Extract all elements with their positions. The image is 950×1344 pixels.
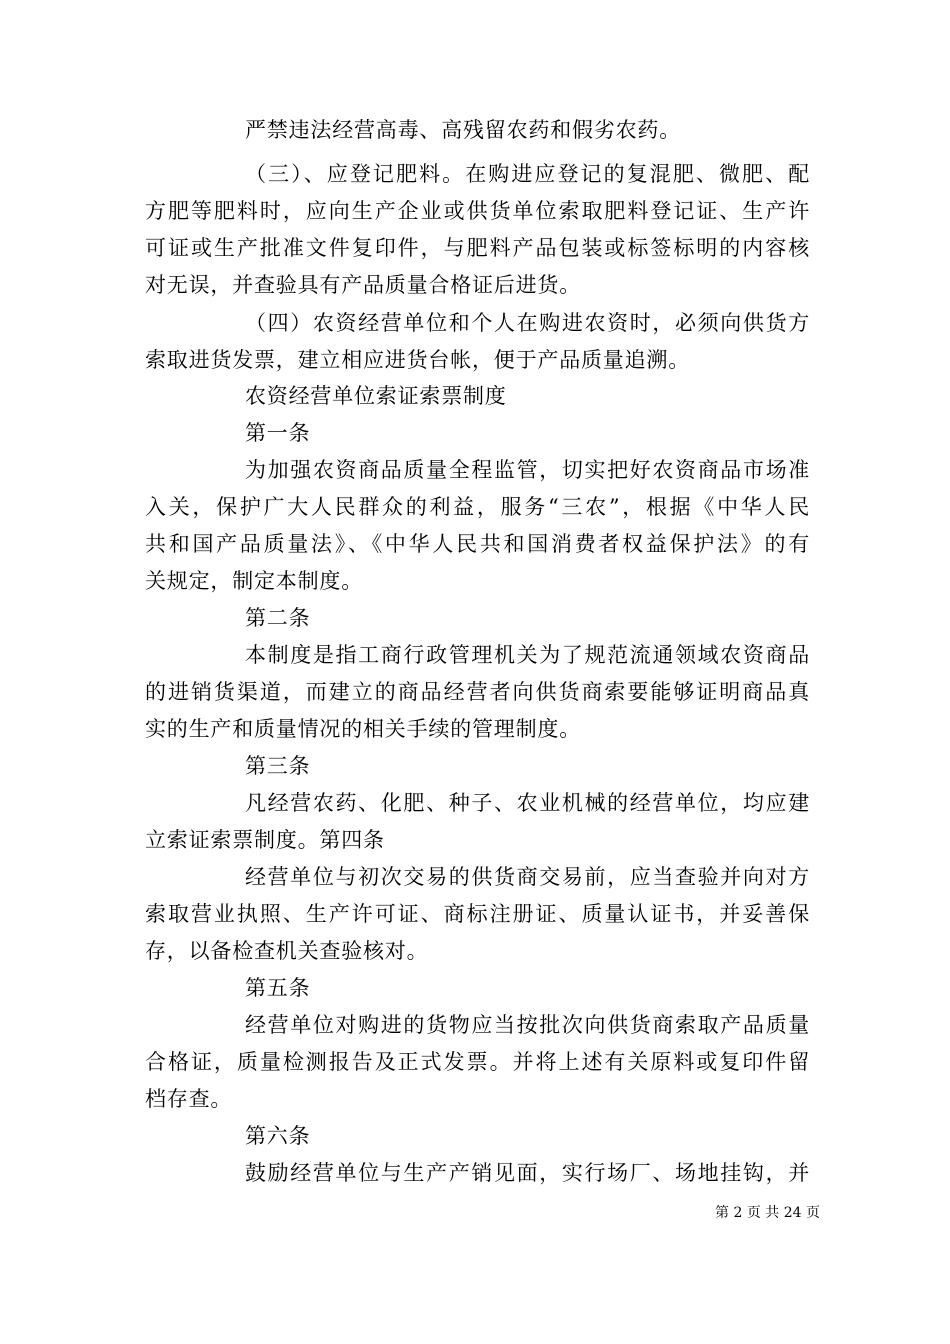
text-line: 为加强农资商品质量全程监管，切实把好农资商品市场准 bbox=[245, 458, 810, 482]
text-line: 入关，保护广大人民群众的利益，服务“三农”，根据《中华人民 bbox=[145, 495, 810, 519]
article-heading: 第二条 bbox=[245, 606, 311, 630]
article-heading: 第五条 bbox=[245, 976, 311, 1000]
text-line: （四）农资经营单位和个人在购进农资时，必须向供货方 bbox=[245, 311, 810, 335]
text-line: 关规定，制定本制度。 bbox=[145, 569, 363, 593]
text-line: 经营单位与初次交易的供货商交易前，应当查验并向对方 bbox=[245, 865, 810, 889]
text-line: 本制度是指工商行政管理机关为了规范流通领域农资商品 bbox=[245, 643, 810, 667]
text-line: 共和国产品质量法》、《中华人民共和国消费者权益保护法》的有 bbox=[145, 532, 810, 556]
text-line: 方肥等肥料时，应向生产企业或供货单位索取肥料登记证、生产许 bbox=[145, 199, 810, 223]
page-number: 第 2 页 共 24 页 bbox=[715, 1205, 820, 1221]
text-line: 档存查。 bbox=[145, 1087, 233, 1111]
section-title: 农资经营单位索证索票制度 bbox=[245, 384, 507, 408]
text-line: 索取进货发票，建立相应进货台帐，便于产品质量追溯。 bbox=[145, 348, 690, 372]
text-line: 索取营业执照、生产许可证、商标注册证、质量认证书，并妥善保 bbox=[145, 902, 810, 926]
article-heading: 第三条 bbox=[245, 754, 311, 778]
article-heading: 第六条 bbox=[245, 1124, 311, 1148]
text-line: 实的生产和质量情况的相关手续的管理制度。 bbox=[145, 717, 581, 741]
article-heading: 第一条 bbox=[245, 421, 311, 445]
text-line: 对无误，并查验具有产品质量合格证后进货。 bbox=[145, 273, 581, 297]
text-line: 立索证索票制度。第四条 bbox=[145, 828, 385, 852]
text-line: 的进销货渠道，而建立的商品经营者向供货商索要能够证明商品真 bbox=[145, 680, 810, 704]
text-line: 严禁违法经营高毒、高残留农药和假劣农药。 bbox=[245, 118, 681, 142]
text-line: 可证或生产批准文件复印件，与肥料产品包装或标签标明的内容核 bbox=[145, 236, 810, 260]
text-line: 存，以备检查机关查验核对。 bbox=[145, 939, 429, 963]
text-line: 经营单位对购进的货物应当按批次向供货商索取产品质量 bbox=[245, 1013, 810, 1037]
text-line: 合格证，质量检测报告及正式发票。并将上述有关原料或复印件留 bbox=[145, 1050, 810, 1074]
text-line: 凡经营农药、化肥、种子、农业机械的经营单位，均应建 bbox=[245, 791, 810, 815]
text-line: 鼓励经营单位与生产产销见面，实行场厂、场地挂钩，并 bbox=[245, 1161, 810, 1185]
text-line: （三）、应登记肥料。在购进应登记的复混肥、微肥、配 bbox=[245, 162, 810, 186]
